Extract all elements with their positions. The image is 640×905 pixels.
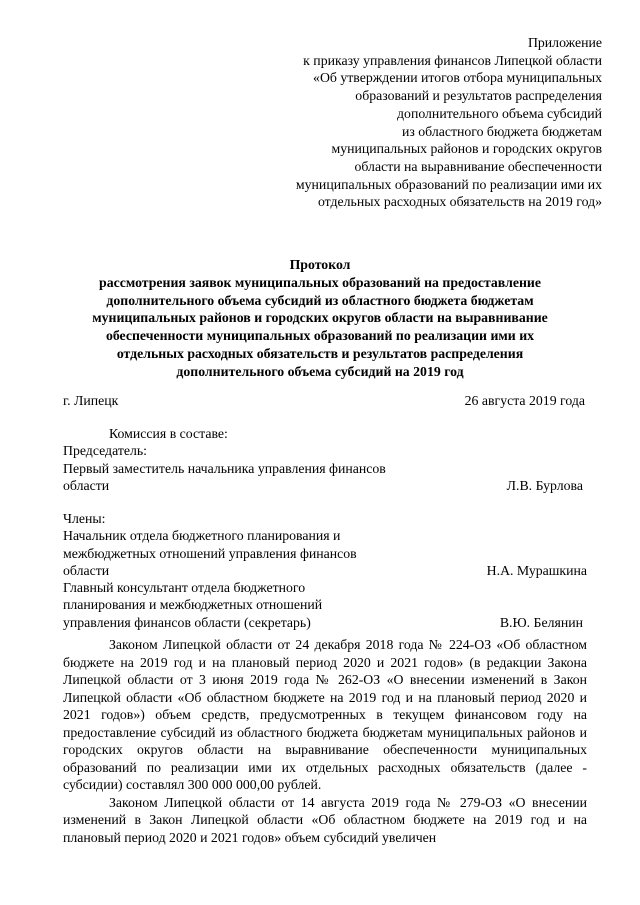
appendix-line: дополнительного объема субсидий <box>397 105 602 121</box>
protocol-subtitle-line: обеспеченности муниципальных образований по реализации ими их <box>105 328 535 344</box>
chair-label: Председатель: <box>63 443 148 459</box>
appendix-line: из областного бюджета бюджетам <box>401 123 602 139</box>
body-text <box>63 636 587 846</box>
appendix-header <box>222 34 602 211</box>
appendix-line: к приказу управления финансов Липецкой области <box>303 52 602 68</box>
member-position-cont: управления финансов области (секретарь) <box>63 614 311 630</box>
appendix-line: области на выравнивание обеспеченности <box>354 158 602 174</box>
protocol-title: Протокол <box>289 257 351 272</box>
member-row <box>63 562 587 579</box>
protocol-subtitle-line: муниципальных районов и городских округов области на выравнивание <box>92 310 548 326</box>
body-paragraph: Законом Липецкой области от 24 декабря 2018 года № 224-ОЗ «Об областном бюджете на 2019 год и на плановый период 2020 и 2021 годов» (в редакции Закона Липецкой области от 3 июня 2019 года № 262-ОЗ «О внесении изменений в Закон Липецкой области «Об областном бюджете на 2019 год и на плановый период 2020 и 2021 годов») объем средств, предусмотренных в текущем финансовом году на предоставление субсидий из областного бюджета бюджетам муниципальных районов и городских округов области на выравнивание обеспеченности муниципальных образований по реализации ими их отдельных расходных обязательств (далее - субсидии) составлял 300 000 000,00 рублей. <box>63 637 587 792</box>
appendix-line: муниципальных образований по реализации ими их <box>295 176 602 192</box>
place-date-line <box>63 393 585 411</box>
appendix-line: муниципальных районов и городских округов <box>331 141 602 157</box>
appendix-line: Приложение <box>527 35 602 50</box>
place: г. Липецк <box>63 393 119 408</box>
member-name: Н.А. Мурашкина <box>486 562 587 578</box>
commission-intro: Комиссия в составе: <box>109 426 228 441</box>
members-label: Члены: <box>63 511 106 526</box>
protocol-date: 26 августа 2019 года <box>464 393 585 408</box>
protocol-subtitle-line: дополнительного объема субсидий на 2019 год <box>176 363 464 379</box>
body-paragraph: Законом Липецкой области от 14 августа 2019 года № 279-ОЗ «О внесении изменений в Закон Липецкой области «Об областном бюджете на 2019 год и на плановый период 2020 и 2021 годов» объем субсидий увеличен <box>63 794 587 845</box>
member-row <box>63 614 587 631</box>
member-position: Начальник отдела бюджетного планирования и <box>63 528 341 544</box>
protocol-subtitle-line: дополнительного объема субсидий из областного бюджета бюджетам <box>106 292 534 308</box>
chair-position-cont: области <box>63 477 110 493</box>
member-position: Главный консультант отдела бюджетного <box>63 580 306 596</box>
protocol-subtitle-line: отдельных расходных обязательств и результатов распределения <box>116 345 524 361</box>
chair-row <box>63 477 587 494</box>
appendix-line: отдельных расходных обязательств на 2019 год» <box>317 194 602 210</box>
member-position: межбюджетных отношений управления финансов <box>63 545 357 561</box>
appendix-line: «Об утверждении итогов отбора муниципальных <box>313 70 602 86</box>
chair-name: Л.В. Бурлова <box>506 477 583 493</box>
member-name: В.Ю. Белянин <box>499 614 583 630</box>
appendix-line: образований и результатов распределения <box>355 88 602 104</box>
protocol-heading <box>60 256 580 381</box>
member-position-cont: области <box>63 562 110 578</box>
commission-chair-block <box>63 425 587 494</box>
chair-position: Первый заместитель начальника управления финансов <box>63 460 386 476</box>
member-position: планирования и межбюджетных отношений <box>63 597 323 613</box>
commission-members-block <box>63 510 587 631</box>
protocol-subtitle-line: рассмотрения заявок муниципальных образований на предоставление <box>99 274 541 290</box>
